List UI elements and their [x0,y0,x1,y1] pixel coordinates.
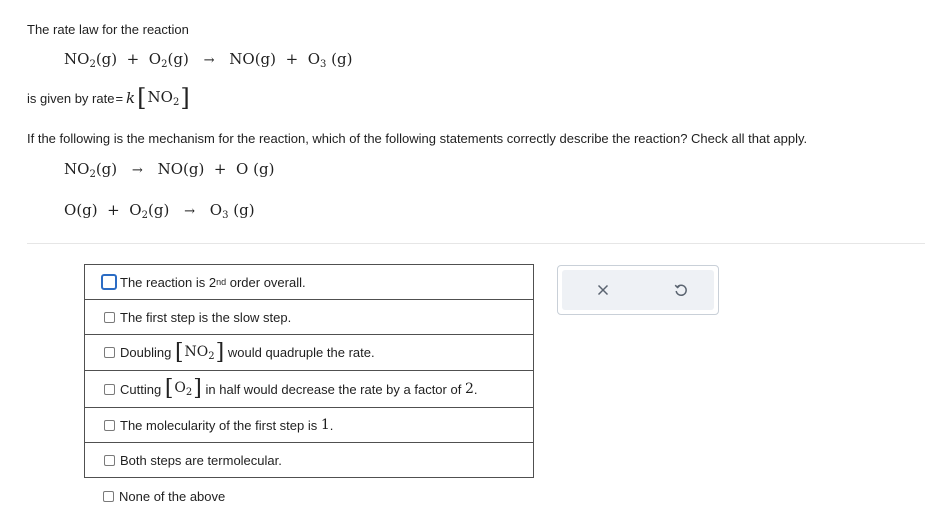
rate-law-prefix: is given by rate [27,90,115,106]
option-both-termolecular[interactable]: Both steps are termolecular. [84,442,534,478]
checkbox[interactable] [104,347,115,358]
checkbox[interactable] [104,312,115,323]
reaction-arrow: → [203,53,215,68]
option-doubling-no2[interactable]: Doubling [ $NO_2$ ] would quadruple the rate. [84,334,534,371]
overall-reaction: $NO_2(g) + O_2(g) \to NO(g) + O_3$ (g) [64,50,353,70]
section-divider [27,243,925,244]
rate-constant: k [126,89,136,107]
checkbox[interactable] [103,491,114,502]
option-molecularity-first-step[interactable]: The molecularity of the first step is 1 . [84,407,534,443]
toolbox-panel [562,270,714,310]
clear-button[interactable] [593,280,613,300]
checkbox[interactable] [101,274,117,290]
option-first-step-slow[interactable]: The first step is the slow step. [84,299,534,335]
option-none-of-the-above[interactable]: None of the above [84,478,534,514]
checkbox[interactable] [104,455,115,466]
checkbox[interactable] [104,384,115,395]
reset-button[interactable] [671,280,691,300]
checkbox[interactable] [104,420,115,431]
option-cutting-o2[interactable]: Cutting [ $O_2$ ] in half would decrease the rate by a factor of 2 . [84,370,534,408]
question-prompt: If the following is the mechanism for the reaction, which of the following statements correctly describe the reaction? Check all that apply. [27,131,808,146]
rate-law-equals: = [115,90,124,106]
undo-icon [674,283,688,297]
rate-law: is given by rate = k [ $NO_2$ ] [27,84,190,112]
mechanism-step-2: $O(g) + O_2(g) \to O_3$ (g) [64,201,255,221]
question-intro: The rate law for the reaction [27,22,189,37]
option-second-order[interactable]: The reaction is 2 nd order overall. [84,264,534,300]
close-icon [597,284,609,296]
mechanism-step-1: $NO_2(g) \to NO(g) + O$ (g) [64,160,275,180]
answer-toolbox [557,265,719,315]
